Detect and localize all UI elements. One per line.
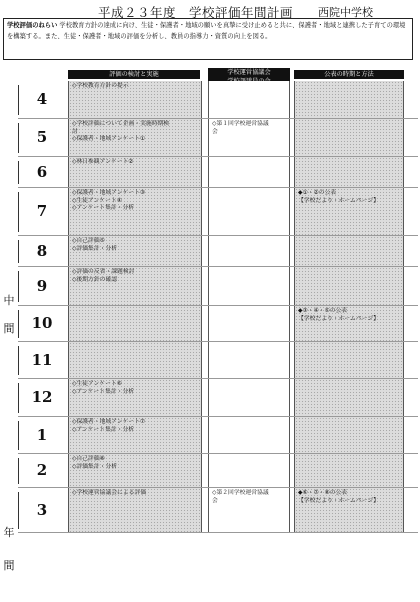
publication-cell [294, 81, 404, 119]
implementation-cell-line: ◇評価集計・分析 [72, 245, 118, 252]
council-cell [208, 379, 290, 417]
council-cell-line: 会 [212, 497, 218, 504]
table-row [18, 119, 418, 157]
council-cell [208, 119, 290, 157]
council-cell [208, 81, 290, 119]
council-cell [208, 157, 290, 188]
row-marker-line [18, 346, 19, 375]
council-cell-line: ◇第２回学校運営協議 [212, 490, 269, 496]
purpose-text: 学校教育方針の達成に向け、生徒・保護者・地域の願いを真摯に受け止めると共に、保護者・地域と連携した子育ての環境を構築する。また、生徒・保護者・地域の評価を分析し、教員の指導力・資質の向上を図る。 [7, 22, 406, 40]
implementation-cell-line: ◇保護者・地域アンケート① [72, 136, 146, 143]
table-row [18, 81, 418, 119]
publication-cell-line: 【学校だより・ホームページ】 [298, 315, 380, 322]
row-marker-line [18, 192, 19, 232]
publication-cell-line: ◆①・②の公表 [298, 190, 337, 196]
month-label: 6 [36, 163, 48, 181]
month-label: 8 [36, 242, 48, 260]
implementation-cell-line: ◇林日参観アンケート② [72, 159, 134, 165]
implementation-cell [68, 454, 202, 488]
publication-cell [294, 119, 404, 157]
publication-cell [294, 267, 404, 306]
publication-cell-line: 【学校だより・ホームページ】 [298, 197, 380, 204]
council-cell [208, 188, 290, 236]
implementation-cell-line: ◇生徒アンケート④ [72, 197, 122, 204]
council-cell [208, 306, 290, 342]
row-marker-line [18, 271, 19, 302]
table-row [18, 188, 418, 236]
implementation-cell [68, 488, 202, 533]
implementation-cell-line: ◇アンケート集計・分析 [72, 426, 135, 433]
implementation-cell-line: ◇学校評価について企画・実施時期検 [72, 121, 170, 127]
row-marker-line [18, 85, 19, 115]
implementation-cell-line: ◇評価集計・分析 [72, 463, 118, 470]
implementation-cell-line: ◇自己評価⑤ [72, 238, 105, 244]
implementation-cell [68, 157, 202, 188]
row-marker-line [18, 123, 19, 153]
council-cell [208, 342, 290, 379]
implementation-cell-line: ◇保護者・地域アンケート⑦ [72, 419, 146, 425]
council-cell [208, 267, 290, 306]
implementation-cell [68, 188, 202, 236]
document-header [0, 3, 420, 19]
month-label: 10 [31, 314, 53, 332]
month-label: 2 [36, 461, 48, 479]
school-name: 西院中学校 [318, 6, 373, 19]
implementation-cell [68, 236, 202, 267]
period-label-year-1: 年 [3, 526, 15, 539]
month-label: 3 [36, 501, 48, 519]
page-title: 平成２３年度 学校評価年間計画 [98, 5, 294, 20]
table-row [18, 267, 418, 306]
implementation-cell [68, 342, 202, 379]
table-row [18, 342, 418, 379]
council-cell [208, 454, 290, 488]
implementation-cell [68, 379, 202, 417]
table-row [18, 488, 418, 533]
month-label: 7 [36, 202, 48, 220]
implementation-cell-line: ◇生徒アンケート⑥ [72, 381, 122, 387]
implementation-cell-line: 討 [72, 128, 78, 135]
implementation-cell [68, 417, 202, 454]
row-marker-line [18, 240, 19, 263]
month-label: 12 [31, 388, 53, 406]
period-label-year-2: 間 [3, 559, 15, 572]
row-marker-line [18, 421, 19, 450]
column-header-implementation: 評価の検討と実施 [68, 70, 200, 79]
publication-cell [294, 488, 404, 533]
month-label: 5 [36, 128, 48, 146]
row-marker-line [18, 161, 19, 184]
council-cell [208, 236, 290, 267]
publication-cell-line: ◆⑥・⑦・⑧の公表 [298, 490, 348, 496]
implementation-cell [68, 119, 202, 157]
implementation-cell-line: ◇学校教育方針の提示 [72, 83, 129, 89]
council-header-line1: 学校運営協議会 [227, 69, 271, 76]
implementation-cell-line: ◇後期方針の確認 [72, 276, 118, 283]
implementation-cell-line: ◇自己評価⑧ [72, 456, 105, 462]
table-row [18, 306, 418, 342]
table-row [18, 157, 418, 188]
publication-cell [294, 188, 404, 236]
publication-cell [294, 417, 404, 454]
publication-cell-line: ◆③・④・⑤の公表 [298, 308, 348, 314]
implementation-cell-line: ◇アンケート集計・分析 [72, 388, 135, 395]
period-label-mid-2: 間 [3, 322, 15, 335]
council-cell [208, 417, 290, 454]
month-label: 1 [36, 426, 48, 444]
publication-cell [294, 157, 404, 188]
implementation-cell [68, 306, 202, 342]
implementation-cell [68, 81, 202, 119]
table-row [18, 236, 418, 267]
row-marker-line [18, 458, 19, 484]
column-header-publication: 公表の時期と方法 [294, 70, 404, 79]
table-row [18, 454, 418, 488]
table-row [18, 417, 418, 454]
publication-cell-line: 【学校だより・ホームページ】 [298, 497, 380, 504]
row-marker-line [18, 383, 19, 413]
row-marker-line [18, 310, 19, 338]
publication-cell [294, 379, 404, 417]
publication-cell [294, 342, 404, 379]
implementation-cell-line: ◇アンケート集計・分析 [72, 205, 135, 212]
publication-cell [294, 306, 404, 342]
row-divider [18, 532, 418, 533]
council-cell-line: 会 [212, 128, 218, 135]
period-label-mid-1: 中 [3, 294, 15, 307]
month-label: 4 [36, 90, 48, 108]
month-label: 11 [31, 351, 53, 369]
table-row [18, 379, 418, 417]
publication-cell [294, 236, 404, 267]
implementation-cell [68, 267, 202, 306]
council-cell-line: ◇第１回学校運営協議 [212, 121, 269, 127]
purpose-box [3, 18, 413, 60]
row-marker-line [18, 492, 19, 529]
month-label: 9 [36, 277, 48, 295]
council-cell [208, 488, 290, 533]
implementation-cell-line: ◇保護者・地域アンケート③ [72, 190, 146, 196]
implementation-cell-line: ◇評価の反省・課題検討 [72, 269, 135, 275]
purpose-label: 学校評価のねらい [7, 22, 58, 29]
implementation-cell-line: ◇学校運営協議会による評価 [72, 490, 147, 496]
publication-cell [294, 454, 404, 488]
